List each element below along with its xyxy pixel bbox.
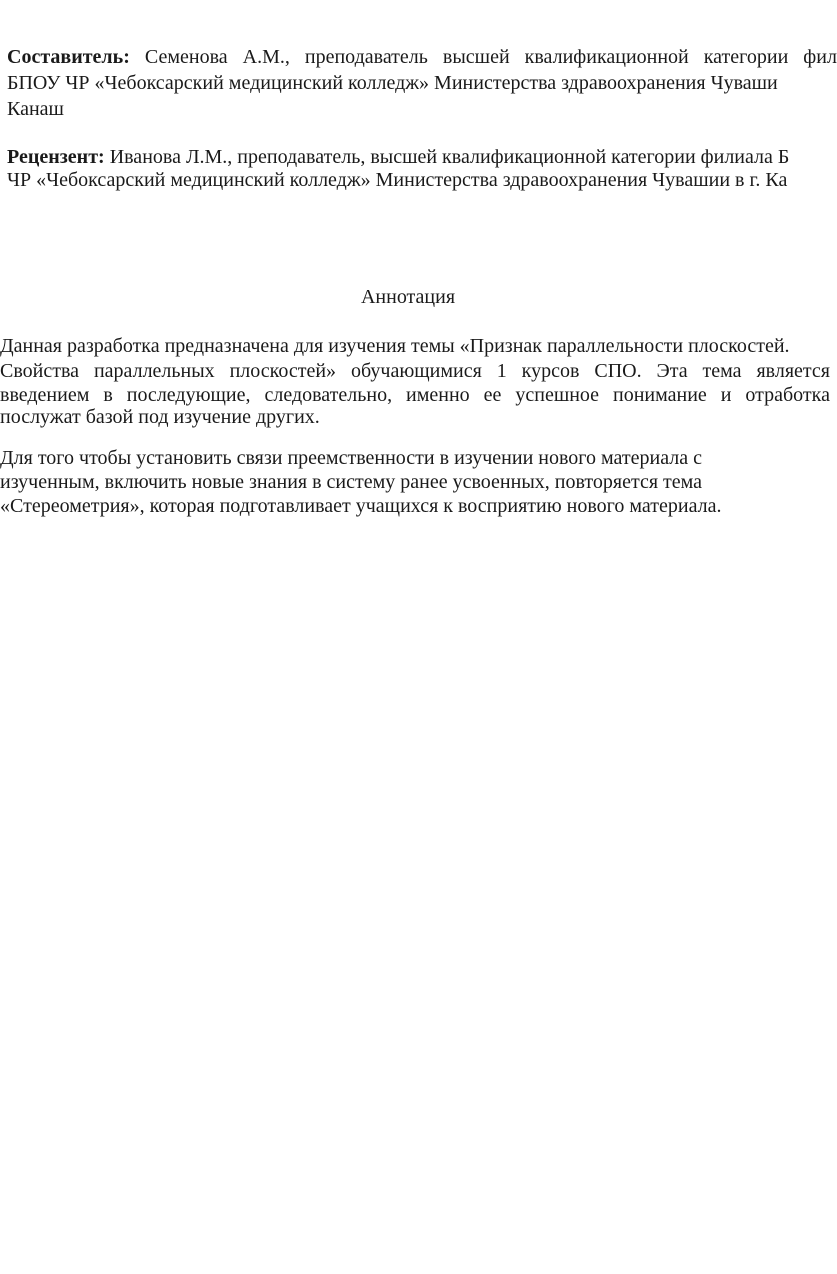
para2-line-2: изученным, включить новые знания в систему ранее усвоенных, повторяется тема: [0, 471, 703, 493]
para1-line-4: послужат базой под изучение других.: [0, 406, 320, 428]
para1-line-1: Данная разработка предназначена для изучения темы «Признак параллельности плоскостей.: [0, 335, 790, 357]
composer-label: Составитель:: [7, 46, 130, 68]
para1-word: успешное: [515, 384, 600, 406]
para1-word: введением: [0, 384, 90, 406]
annotation-heading: Аннотация: [360, 286, 456, 308]
reviewer-line-1: [7, 145, 789, 169]
composer-word: категории: [703, 46, 789, 68]
para1-word: 1: [496, 360, 507, 382]
para1-word: является: [756, 360, 830, 382]
para1-line-2: [0, 359, 830, 383]
para2-line-1: Для того чтобы установить связи преемственности в изучении нового материала с: [0, 447, 702, 469]
para1-word: именно: [406, 384, 470, 406]
composer-line-2: БПОУ ЧР «Чебоксарский медицинский колледж» Министерства здравоохранения Чуваши: [7, 72, 778, 94]
para1-word: и: [720, 384, 732, 406]
composer-line-1: [7, 45, 837, 69]
para1-word: курсов: [521, 360, 580, 382]
para1-word: понимание: [613, 384, 707, 406]
composer-word: квалификационной: [524, 46, 689, 68]
para1-word: обучающимися: [350, 360, 482, 382]
para1-word: Эта: [656, 360, 688, 382]
para1-word: ее: [483, 384, 502, 406]
para1-word: тема: [702, 360, 742, 382]
para1-line-3: [0, 383, 830, 407]
para1-word: отработка: [745, 384, 830, 406]
composer-word: преподаватель: [304, 46, 428, 68]
para1-word: следовательно,: [264, 384, 393, 406]
para1-word: параллельных: [93, 360, 215, 382]
reviewer-line-2: ЧР «Чебоксарский медицинский колледж» Министерства здравоохранения Чувашии в г. Ка: [7, 169, 788, 191]
para1-word: в: [103, 384, 113, 406]
para2-line-3: «Стереометрия», которая подготавливает учащихся к восприятию нового материала.: [0, 495, 722, 517]
reviewer-label: Рецензент:: [7, 146, 105, 168]
composer-word: А.М.,: [242, 46, 290, 68]
composer-line-3: Канаш: [7, 98, 64, 120]
reviewer-text: Иванова Л.М., преподаватель, высшей квалификационной категории филиала Б: [109, 146, 790, 168]
composer-word: фил: [803, 46, 837, 68]
para1-word: СПО.: [594, 360, 642, 382]
para1-word: последующие,: [126, 384, 251, 406]
composer-word: Семенова: [144, 46, 228, 68]
composer-word: высшей: [442, 46, 510, 68]
para1-word: плоскостей»: [229, 360, 337, 382]
para1-word: Свойства: [0, 360, 80, 382]
